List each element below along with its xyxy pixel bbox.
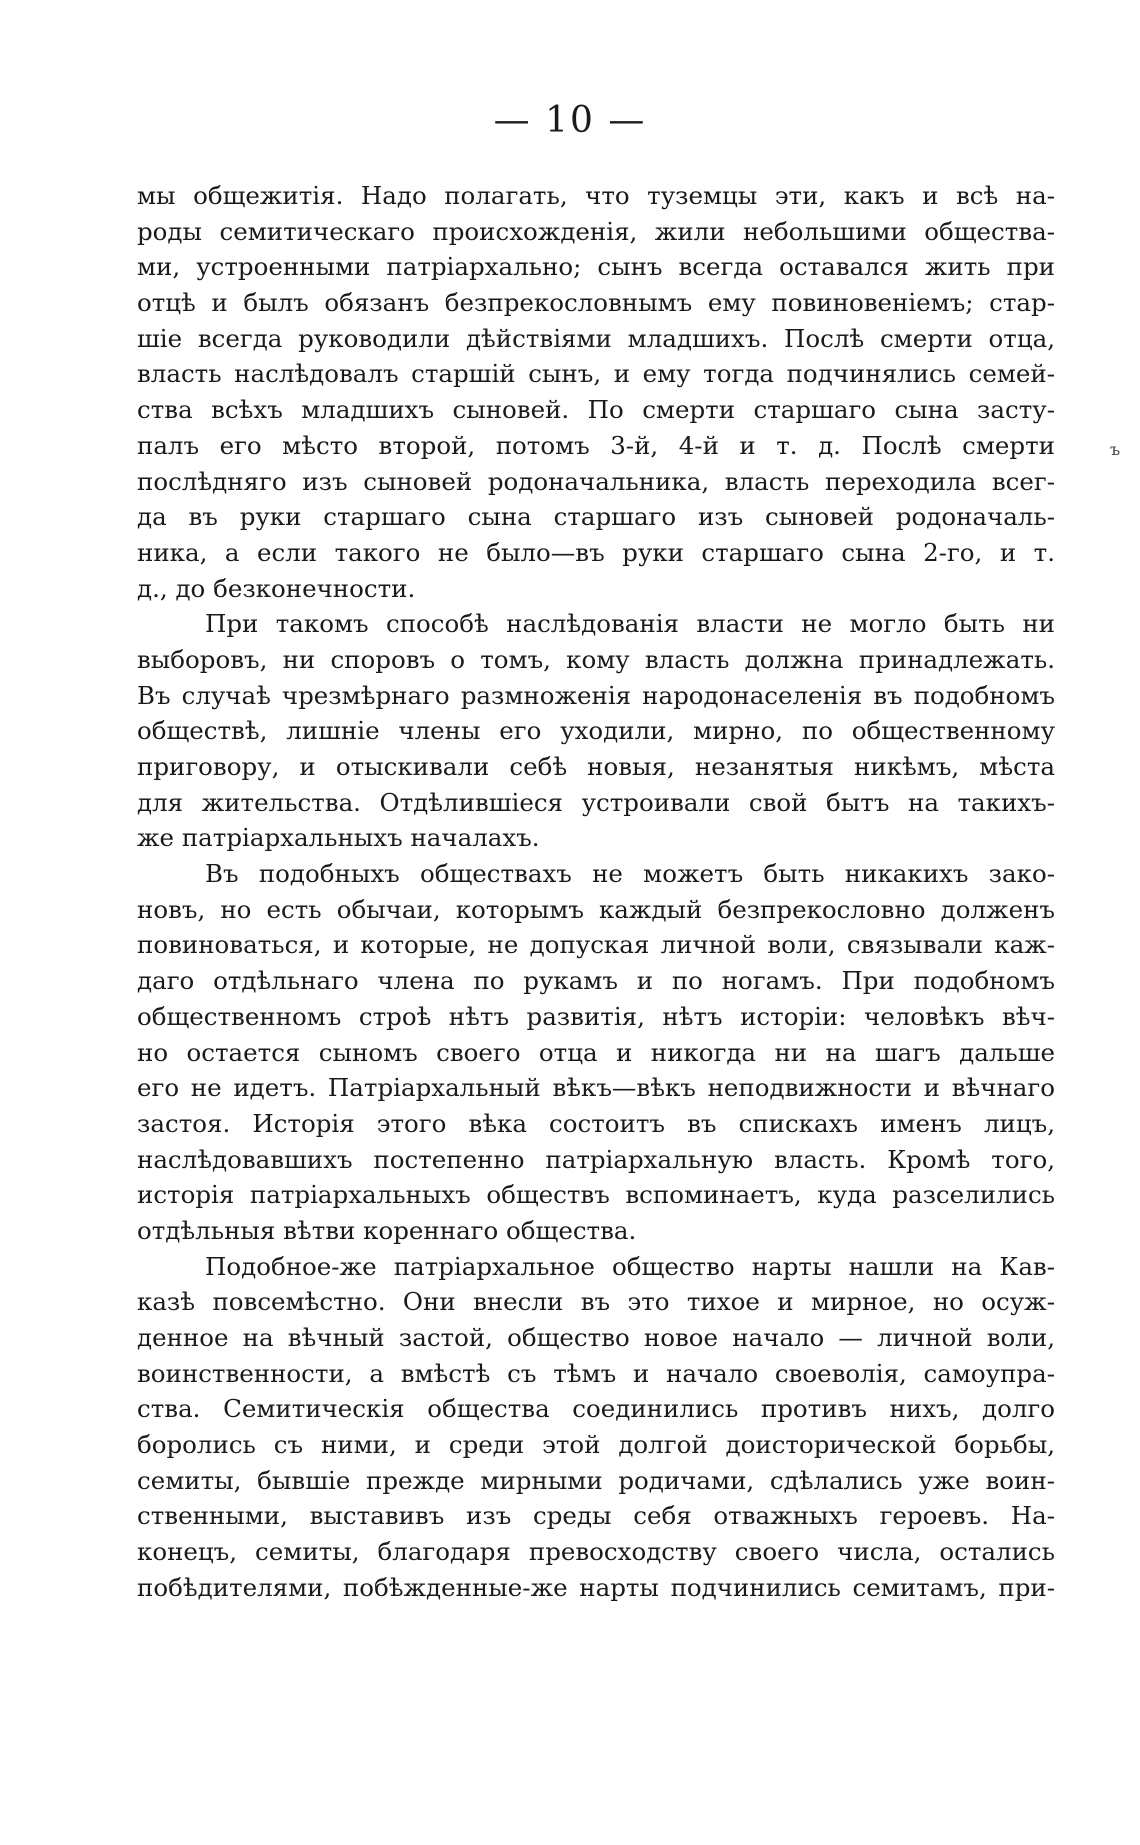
- text-line: побѣдителями, побѣжденные-же нарты подчинились семитамъ, при-: [137, 1572, 1055, 1602]
- text-line: исторія патріархальныхъ обществъ вспоминаетъ, куда разселились: [137, 1180, 1055, 1210]
- text-line: Въ случаѣ чрезмѣрнаго размноженія народонаселенія въ подобномъ: [137, 680, 1055, 710]
- text-line: отцѣ и былъ обязанъ безпрекословнымъ ему повиновеніемъ; стар-: [137, 288, 1055, 318]
- page-number: — 10 —: [493, 100, 647, 141]
- text-line: даго отдѣльнаго члена по рукамъ и по ногамъ. При подобномъ: [137, 966, 1055, 996]
- text-line: обществѣ, лишніе члены его уходили, мирно, по общественному: [137, 716, 1055, 746]
- text-line: ственными, выставивъ изъ среды себя отважныхъ героевъ. На-: [137, 1501, 1055, 1531]
- text-line: шіе всегда руководили дѣйствіями младшихъ. Послѣ смерти отца,: [137, 323, 1055, 353]
- paragraph-start: Въ подобныхъ обществахъ не можетъ быть никакихъ зако-: [205, 859, 1055, 889]
- text-line: наслѣдовавшихъ постепенно патріархальную власть. Кромѣ того,: [137, 1144, 1055, 1174]
- text-line: приговору, и отыскивали себѣ новыя, незанятыя никѣмъ, мѣста: [137, 752, 1055, 781]
- text-line: же патріархальныхъ началахъ.: [137, 823, 540, 853]
- text-line: но остается сыномъ своего отца и никогда ни на шагъ дальше: [137, 1037, 1055, 1067]
- text-line: общественномъ строѣ нѣтъ развитія, нѣтъ исторіи: человѣкъ вѣч-: [137, 1001, 1055, 1031]
- text-line: власть наслѣдовалъ старшій сынъ, и ему тогда подчинялись семей-: [137, 359, 1055, 389]
- text-line: повиноваться, и которые, не допуская личной воли, связывали каж-: [137, 930, 1055, 960]
- body-text: [137, 178, 1055, 1606]
- text-line: ства. Семитическія общества соединились противъ нихъ, долго: [137, 1394, 1055, 1424]
- text-line: д., до безконечности.: [137, 573, 416, 603]
- text-line: семиты, бывшіе прежде мирными родичами, сдѣлались уже воин-: [137, 1465, 1055, 1495]
- text-line: воинственности, а вмѣстѣ съ тѣмъ и начало своеволія, самоупра-: [137, 1358, 1055, 1388]
- paragraph-start: Подобное-же патріархальное общество нарты нашли на Кав-: [205, 1251, 1055, 1281]
- text-line: конецъ, семиты, благодаря превосходству своего числа, остались: [137, 1537, 1055, 1567]
- text-line: его не идетъ. Патріархальный вѣкъ—вѣкъ неподвижности и вѣчнаго: [137, 1073, 1055, 1103]
- text-line: да въ руки старшаго сына старшаго изъ сыновей родоначаль-: [137, 502, 1055, 532]
- text-line: выборовъ, ни споровъ о томъ, кому власть должна принадлежать.: [137, 644, 1055, 674]
- text-line: послѣдняго изъ сыновей родоначальника, власть переходила всег-: [137, 466, 1055, 496]
- text-line: палъ его мѣсто второй, потомъ 3-й, 4-й и т. д. Послѣ смерти: [137, 430, 1055, 460]
- text-line: для жительства. Отдѣлившіеся устроивали свой бытъ на такихъ-: [137, 787, 1055, 817]
- text-line: боролись съ ними, и среди этой долгой доисторической борьбы,: [137, 1430, 1055, 1460]
- text-line: застоя. Исторія этого вѣка состоитъ въ спискахъ именъ лицъ,: [137, 1108, 1055, 1138]
- margin-mark: ъ: [1110, 440, 1121, 459]
- text-line: отдѣльныя вѣтви кореннаго общества.: [137, 1215, 637, 1245]
- paragraph-start: При такомъ способѣ наслѣдованія власти не могло быть ни: [205, 609, 1055, 639]
- text-line: ми, устроенными патріархально; сынъ всегда оставался жить при: [137, 252, 1055, 282]
- text-line: денное на вѣчный застой, общество новое начало — личной воли,: [137, 1323, 1055, 1352]
- text-line: ника, а если такого не было—въ руки старшаго сына 2-го, и т.: [137, 537, 1055, 567]
- text-line: казѣ повсемѣстно. Они внесли въ это тихое и мирное, но осуж-: [137, 1287, 1055, 1317]
- text-line: ства всѣхъ младшихъ сыновей. По смерти старшаго сына засту-: [137, 395, 1055, 425]
- text-line: мы общежитія. Надо полагать, что туземцы эти, какъ и всѣ на-: [137, 181, 1055, 210]
- text-line: роды семитическаго происхожденія, жили небольшими общества-: [137, 216, 1055, 246]
- text-line: новъ, но есть обычаи, которымъ каждый безпрекословно долженъ: [137, 894, 1055, 924]
